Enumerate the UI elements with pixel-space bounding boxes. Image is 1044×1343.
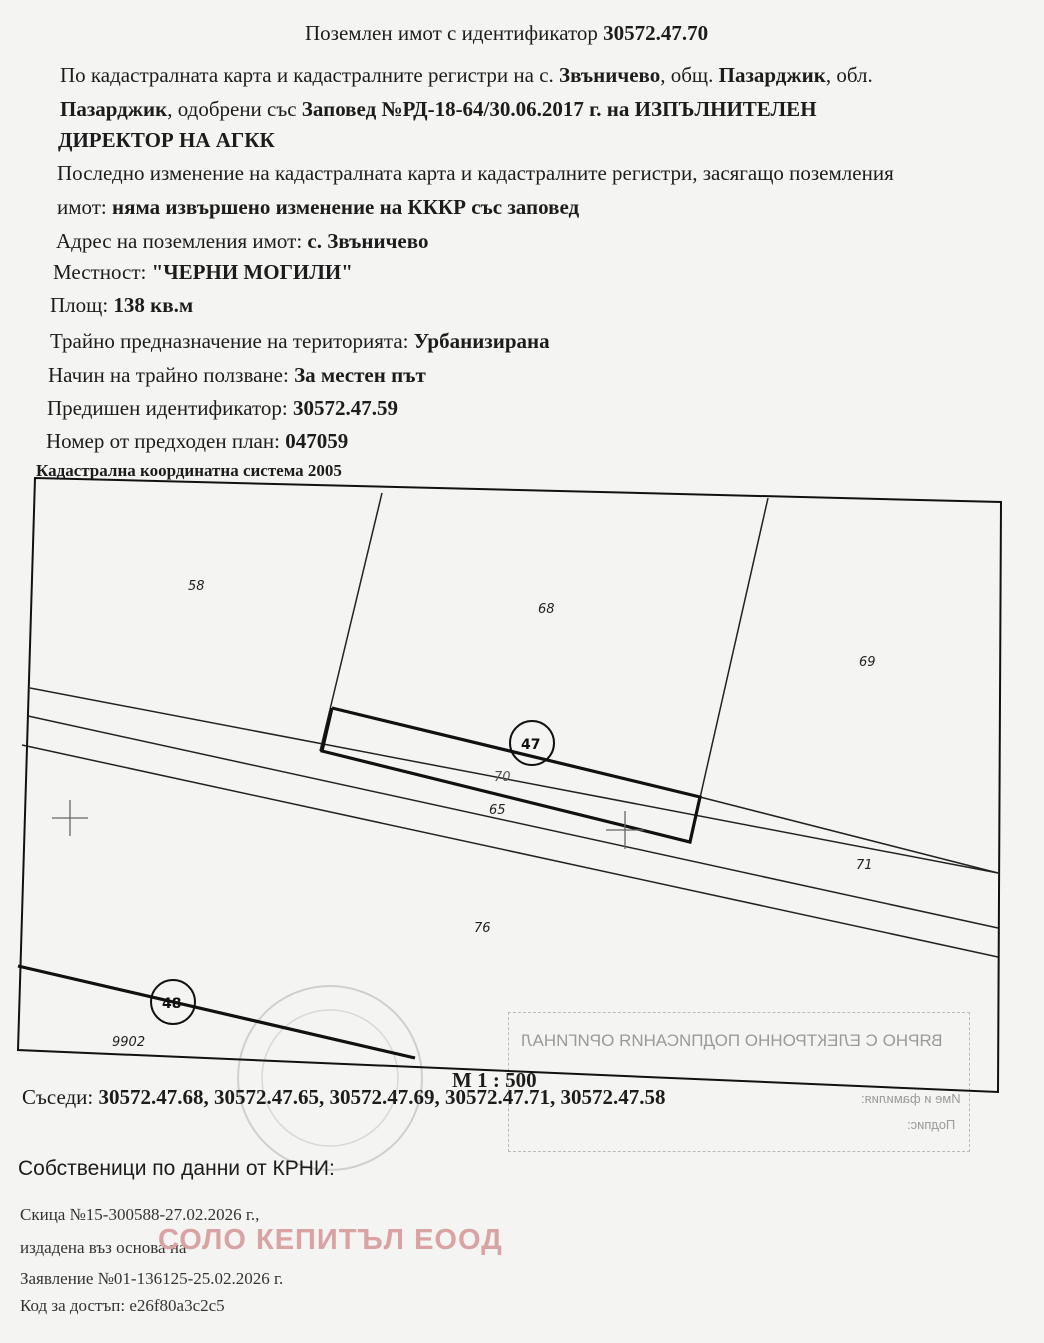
application-number: Заявление №01-136125-25.02.2026 г. (20, 1269, 284, 1288)
map-scale: М 1 : 500 (452, 1068, 537, 1092)
quarter-label-48: 48 (162, 996, 182, 1012)
purpose-label: Трайно предназначение на територията: (50, 329, 414, 353)
access-code: Код за достъп: e26f80a3c2c5 (20, 1296, 225, 1315)
owners-label: Собственици по данни от КРНИ: (18, 1157, 335, 1180)
purpose-value: Урбанизирана (413, 329, 550, 353)
text: , общ. (660, 63, 719, 87)
previous-id-value: 30572.47.59 (293, 396, 399, 420)
road-middle-line (28, 716, 998, 928)
text: имот: (57, 195, 113, 219)
parcel-label-70: 70 (494, 770, 511, 785)
area-value: 138 кв.м (113, 293, 194, 317)
use-value: За местен път (294, 363, 426, 387)
parcel-label-68: 68 (538, 602, 555, 617)
stamp-line-3: Подпис: (906, 1117, 955, 1132)
text: По кадастралната карта и кадастралните регистри на с. (60, 63, 560, 87)
area-label: Площ: (50, 293, 114, 317)
title-prefix: Поземлен имот с идентификатор (305, 21, 604, 45)
sketch-number: Скица №15-300588-27.02.2026 г., (20, 1205, 260, 1224)
property-identifier: 30572.47.70 (603, 21, 709, 45)
neighbors-row (22, 1085, 666, 1110)
issued-based-on: издадена въз основа на (20, 1238, 187, 1257)
parcel-label-76: 76 (474, 921, 491, 936)
parcel-label-58: 58 (188, 579, 205, 594)
neighbors-label: Съседи: (22, 1085, 99, 1109)
seal-inner-ring (262, 1010, 398, 1146)
road-north-edge (30, 688, 998, 873)
last-change-line: Последно изменение на кадастралната карта и кадастралните регистри, засягащо поземления (57, 161, 894, 185)
owner-name: СОЛО КЕПИТЪЛ ЕООД (158, 1224, 503, 1256)
address-label: Адрес на поземления имот: (56, 229, 308, 253)
stamp-line-2: Име и фамилия: (861, 1091, 961, 1106)
quarter-label-47: 47 (521, 737, 541, 753)
text: , одобрени със (167, 97, 302, 121)
address-value: с. Звъничево (307, 229, 429, 253)
locality-value: "ЧЕРНИ МОГИЛИ" (151, 260, 353, 284)
boundary-48 (18, 966, 415, 1058)
parcel-label-9902: 9902 (112, 1035, 146, 1050)
previous-plan-value: 047059 (285, 429, 349, 453)
locality-label: Местност: (53, 260, 152, 284)
municipality-name: Пазарджик (718, 63, 826, 87)
neighbors-value: 30572.47.68, 30572.47.65, 30572.47.69, 30572.47.71, 30572.47.58 (98, 1085, 666, 1109)
use-label: Начин на трайно ползване: (48, 363, 295, 387)
village-name: Звъничево (559, 63, 661, 87)
stamp-line-1: ВЯРНО С ЕЛЕКТРОННО ПОДПИСАНИЯ ОРИГИНАЛ (521, 1031, 943, 1050)
parcel-label-69: 69 (859, 655, 876, 670)
text: , обл. (825, 63, 873, 87)
region-name: Пазарджик (60, 97, 168, 121)
crosshair-left (52, 800, 88, 836)
seal-outer-ring (238, 986, 422, 1170)
parcel-label-65: 65 (489, 803, 506, 818)
last-change-value: няма извършено изменение на КККР със заповед (112, 195, 580, 219)
previous-id-label: Предишен идентификатор: (47, 396, 294, 420)
approval-order: Заповед №РД-18-64/30.06.2017 г. на ИЗПЪЛНИТЕЛЕН (301, 97, 817, 121)
boundary-68-69 (690, 498, 768, 842)
coordinate-system-caption: Кадастрална координатна система 2005 (36, 461, 342, 480)
cadastre-line-3: ДИРЕКТОР НА АГКК (58, 128, 275, 152)
previous-plan-label: Номер от предходен план: (46, 429, 286, 453)
boundary-69-71 (700, 797, 998, 873)
parcel-label-71: 71 (856, 858, 873, 873)
